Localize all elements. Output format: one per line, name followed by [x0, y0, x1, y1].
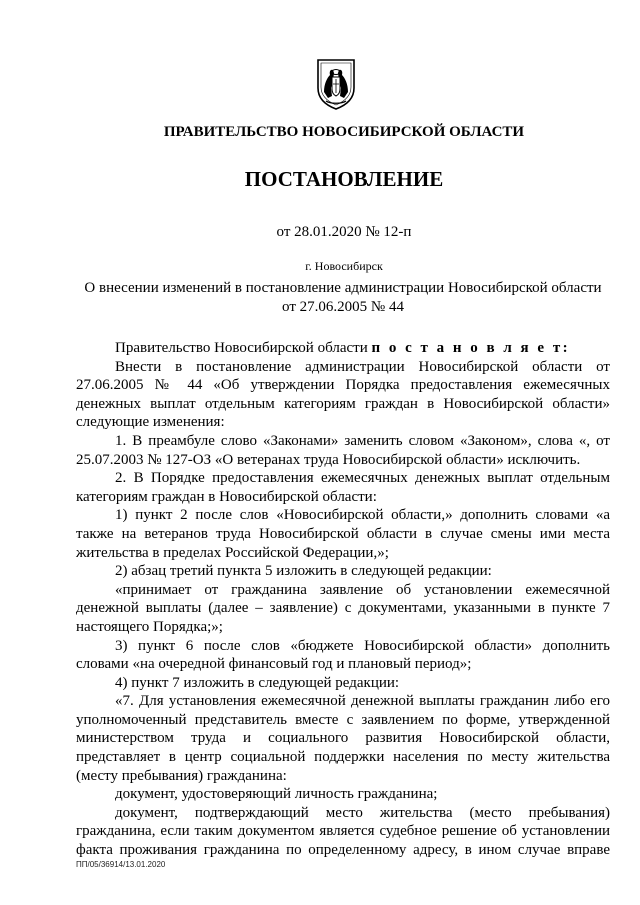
document-city: г. Новосибирск	[305, 259, 383, 273]
body-paragraph: Внести в постановление администрации Новосибирской области от 27.06.2005 № 44 «Об утверждении Порядка предоставления ежемесячных денежных выплат отдельным категориям граждан в Новосибирской области» следующие изменения:	[76, 358, 610, 431]
body-paragraph: «7. Для установления ежемесячной денежной выплаты гражданин либо его уполномоченный представитель вместе с заявлением по форме, утвержденной министерством труда и социального развития Новосибирской области, представляет в центр социальной поддержки населения по месту жительства (месту пребывания) гражданина:	[76, 693, 610, 784]
document-date-number: от 28.01.2020 № 12-п	[276, 224, 412, 240]
footer-code: ПП/05/36914/13.01.2020	[76, 860, 166, 869]
body-paragraph: 1) пункт 2 после слов «Новосибирской области,» дополнить словами «а также на ветеранов труда Новосибирской области в случае смены ими места жительства в пределах Российской Федерации,»;	[76, 507, 610, 561]
document-type-title: ПОСТАНОВЛЕНИЕ	[244, 167, 444, 191]
body-paragraph: 1. В преамбуле слово «Законами» заменить словом «Законом», слова «, от 25.07.2003 № 127-ОЗ «О ветеранах труда Новосибирской области» исключить.	[76, 432, 610, 468]
intro-prefix: Правительство Новосибирской области	[115, 340, 372, 356]
intro-paragraph	[76, 339, 610, 358]
decree-word: п о с т а н о в л я е т:	[371, 340, 571, 356]
body-paragraph: 3) пункт 6 после слов «бюджете Новосибирской области» дополнить словами «на очередной финансовый год и плановый период»;	[76, 637, 610, 673]
body-paragraph: 2) абзац третий пункта 5 изложить в следующей редакции:	[115, 563, 492, 580]
body-paragraph: «принимает от гражданина заявление об установлении ежемесячной денежной выплаты (далее – заявление) с документами, указанными в пункте 7 настоящего Порядка;»;	[76, 581, 610, 635]
coat-of-arms-icon	[316, 58, 356, 110]
body-paragraph: документ, подтверждающий место жительства (место пребывания) гражданина, если таким документом является судебное решение об установлении факта проживания гражданина по определенному адресу, в ином случае вправе	[76, 804, 610, 859]
body-paragraph: 4) пункт 7 изложить в следующей редакции:	[115, 674, 400, 691]
body-paragraph: документ, удостоверяющий личность гражданина;	[115, 786, 438, 803]
body-paragraph: 2. В Порядке предоставления ежемесячных денежных выплат отдельным категориям граждан в Новосибирской области:	[76, 470, 610, 505]
organization-heading: ПРАВИТЕЛЬСТВО НОВОСИБИРСКОЙ ОБЛАСТИ	[163, 124, 525, 140]
document-body	[76, 339, 610, 860]
document-subject: О внесении изменений в постановление администрации Новосибирской области от 27.06.2005 № 44	[84, 280, 602, 315]
